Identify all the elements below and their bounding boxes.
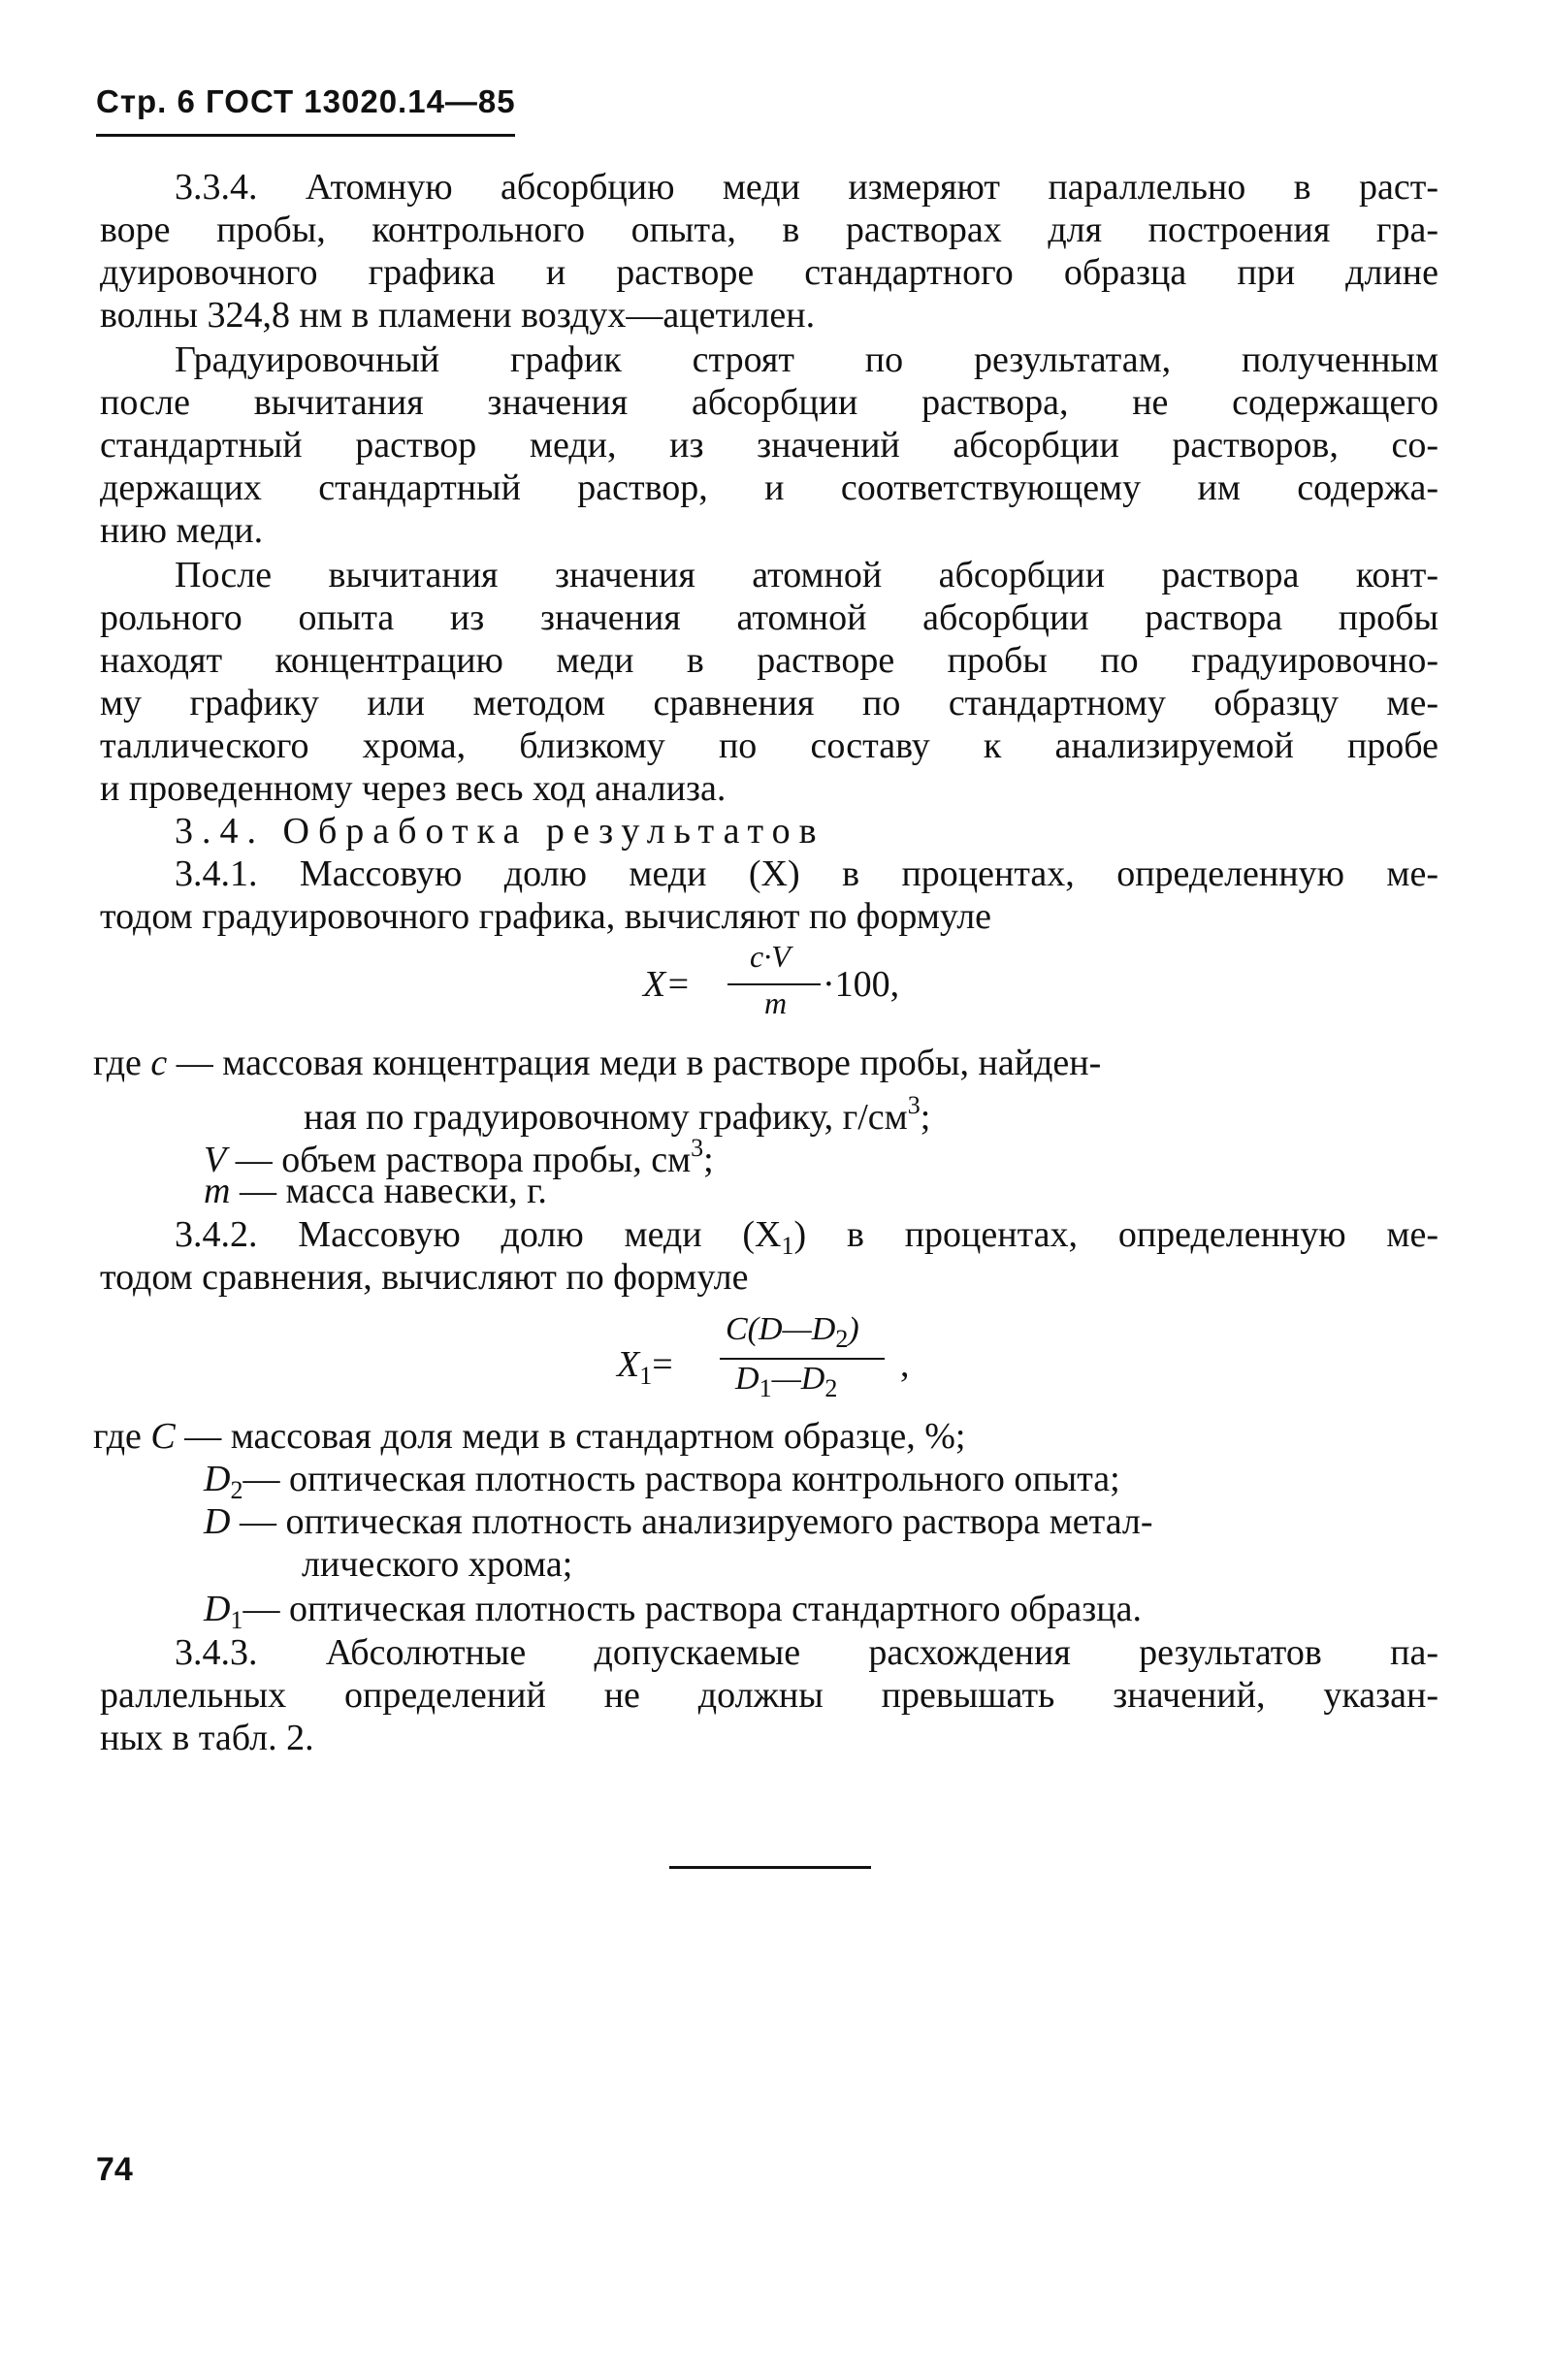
p342-line-2: тодом сравнения, вычисляют по формуле xyxy=(100,1257,749,1298)
p1-line-3: дуировочного графика и растворе стандартного образца при длине xyxy=(100,252,1438,293)
def-D2: $D_2—$ оптическая плотность раствора контрольного опыта; xyxy=(204,1459,1120,1504)
def-v: V — объем раствора пробы, $см^3$; xyxy=(204,1134,714,1180)
p3-line-3: находят концентрацию меди в растворе пробы по градуировочно- xyxy=(100,640,1438,681)
p342-line-1: 3.4.2. Массовую долю меди $(X_1)$ в процентах, определенную ме- xyxy=(175,1214,1438,1260)
def-D1: $D_1—$ оптическая плотность раствора стандартного образца. xyxy=(204,1589,1142,1634)
p1-line-1: 3.3.4. Атомную абсорбцию меди измеряют параллельно в раст- xyxy=(175,167,1438,208)
p2-line-3: стандартный раствор меди, из значений абсорбции растворов, со- xyxy=(100,425,1438,466)
p3-line-2: рольного опыта из значения атомной абсорбции раствора пробы xyxy=(100,597,1438,638)
p2-line-4: держащих стандартный раствор, и соответствующему им содержа- xyxy=(100,467,1438,508)
p2-line-5: нию меди. xyxy=(100,510,264,551)
section-heading-3-4: 3.4. Обработка результатов xyxy=(175,811,825,852)
p343-line-2: раллельных определений не должны превышать значений, указан- xyxy=(100,1675,1438,1716)
header-rule xyxy=(96,134,515,137)
document-page: Стр. 6 ГОСТ 13020.14—85 3.3.4. Атомную абсорбцию меди измеряют параллельно в раст- воре пробы, контрольного опыта, в растворах для построения гра- дуировочного графика и растворе стандартного образца при длине волны 324,8 нм в пламени воздух—ацетилен. Градуировочный график строят по результатам, полученным после вычитания значения абсорбции раствора, не содержащего стандартный раствор меди, из значений абсорбции растворов, со- держащих стандартный раствор, и соответствующему им содержа- нию меди. После вычитания значения атомной абсорбции раствора конт- рольного опыта из значения атомной абсорбции раствора пробы находят концентрацию меди в растворе пробы по градуировочно- му графику или методом сравнения по стандартному образцу ме- таллического хрома, близкому по составу к анализируемой пробе и проведенному через весь ход анализа. 3.4. Обработка результатов 3.4.1. Массовую долю меди (X) в процентах, определенную ме- тодом градуировочного графика, вычисляют по формуле X= c·V m ·100, где c — массовая концентрация меди в растворе пробы, найден- ная по градуировочному графику, $г/см^3$; V — объем раствора пробы, $см^3$; m — масса навески, г. 3.4.2. Массовую долю меди $(X_1)$ в процентах, определенную ме- тодом сравнения, вычисляют по формуле $X_1=$ $C(D—D_2)$ $D_1—D_2$ , где C — массовая доля меди в стандартном образце, %; $D_2—$ оптическая плотность раствора контрольного опыта; D — оптическая плотность анализируемого раствора метал- лического хрома; $D_1—$ оптическая плотность раствора стандартного образца. 3.4.3. Абсолютные допускаемые расхождения результатов па- раллельных определений не должны превышать значений, указан- ных в табл. 2. 74 xyxy=(0,0,1551,2380)
p341-line-1: 3.4.1. Массовую долю меди (X) в процентах, определенную ме- xyxy=(175,853,1438,894)
p343-line-3: ных в табл. 2. xyxy=(100,1718,314,1758)
def-C: где C — массовая доля меди в стандартном образце, %; xyxy=(93,1416,966,1457)
p2-line-2: после вычитания значения абсорбции раствора, не содержащего xyxy=(100,382,1438,423)
p343-line-1: 3.4.3. Абсолютные допускаемые расхождения результатов па- xyxy=(175,1632,1438,1673)
p3-line-6: и проведенному через весь ход анализа. xyxy=(100,768,727,809)
p2-line-1: Градуировочный график строят по результатам, полученным xyxy=(175,339,1438,380)
p341-line-2: тодом градуировочного графика, вычисляют по формуле xyxy=(100,896,992,937)
def-D-line-1: D — оптическая плотность анализируемого раствора метал- xyxy=(204,1501,1153,1542)
p1-line-2: воре пробы, контрольного опыта, в растворах для построения гра- xyxy=(100,209,1438,250)
def-c-line-2: ная по градуировочному графику, $г/см^3$; xyxy=(304,1091,931,1138)
def-D-line-2: лического хрома; xyxy=(302,1544,573,1585)
def-c-line-1: где c — массовая концентрация меди в растворе пробы, найден- xyxy=(93,1043,1102,1083)
def-m: m — масса навески, г. xyxy=(204,1171,547,1211)
page-header: Стр. 6 ГОСТ 13020.14—85 xyxy=(96,83,516,119)
p3-line-1: После вычитания значения атомной абсорбции раствора конт- xyxy=(175,555,1438,595)
p1-line-4: волны 324,8 нм в пламени воздух—ацетилен. xyxy=(100,295,816,336)
p3-line-4: му графику или методом сравнения по стандартному образцу ме- xyxy=(100,683,1438,724)
end-separator-rule xyxy=(669,1866,871,1869)
page-number: 74 xyxy=(96,2151,133,2188)
p3-line-5: таллического хрома, близкому по составу к анализируемой пробе xyxy=(100,725,1438,766)
fraction-bar-2 xyxy=(720,1358,885,1360)
